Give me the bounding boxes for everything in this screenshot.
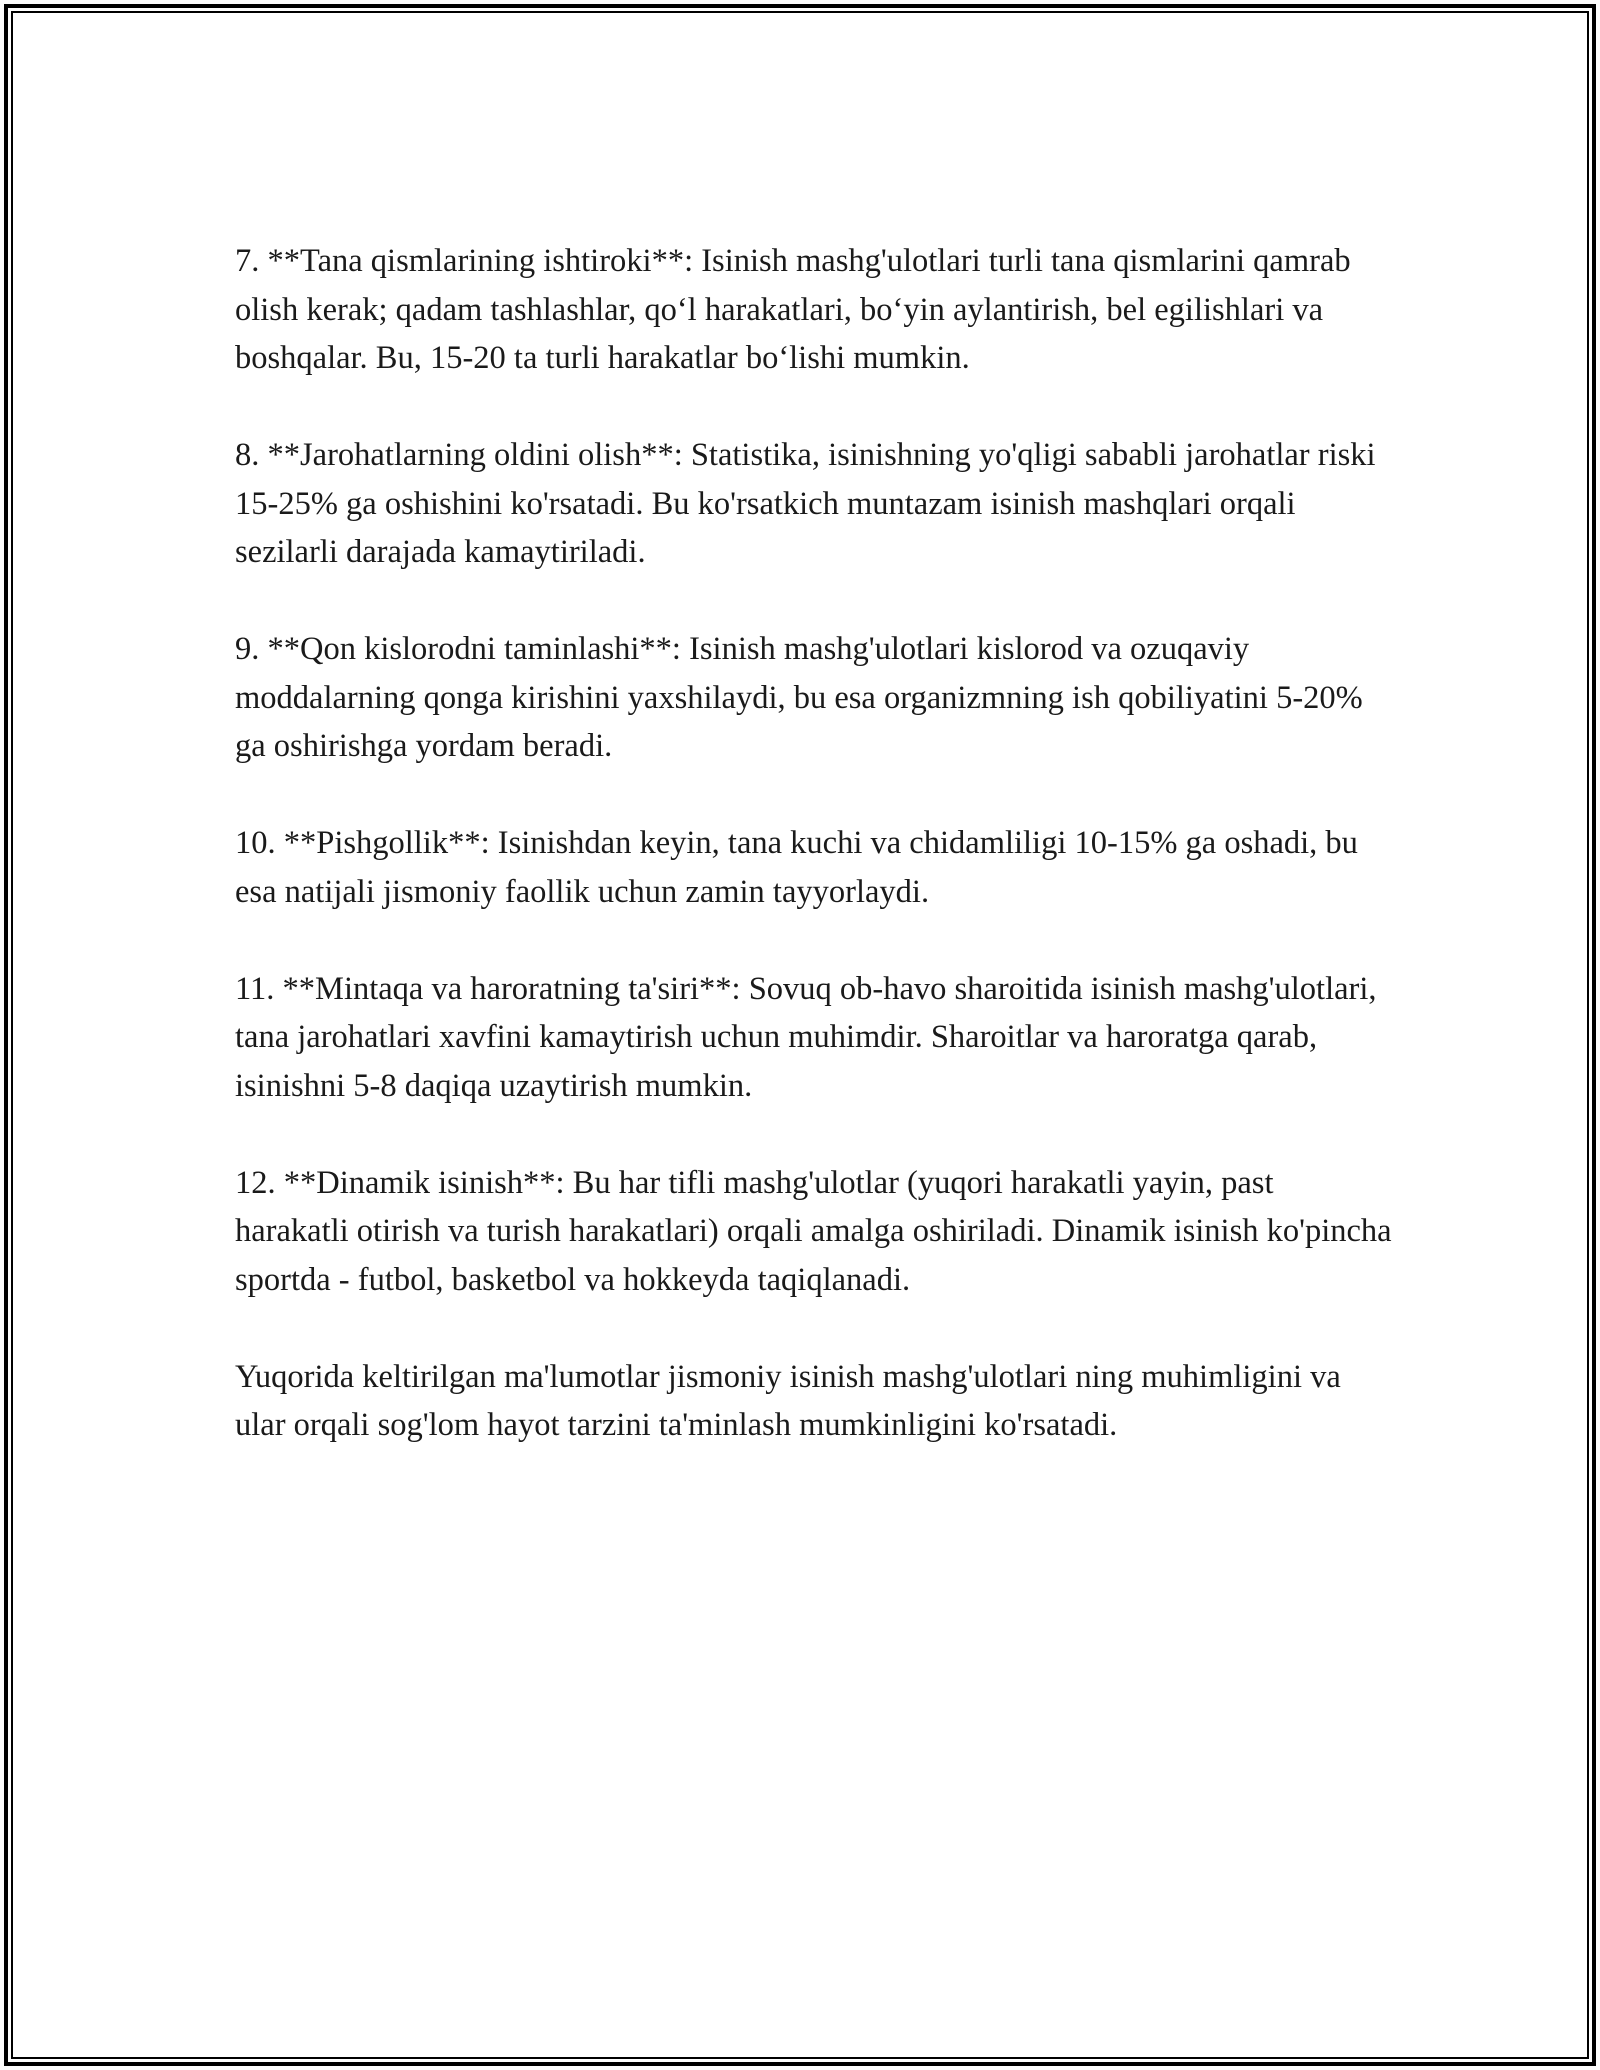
paragraph-7-body-parts: 7. **Tana qismlarining ishtiroki**: Isinish mashg'ulotlari turli tana qismlarini qamrab olish kerak; qadam tashlashlar, qo‘l harakatlari, bo‘yin aylantirish, bel egilishlari va boshqalar. Bu, 15-20 ta turli harakatlar bo‘lishi mumkin. [235, 243, 1351, 376]
document-body [235, 237, 1395, 1450]
paragraph-10-readiness: 10. **Pishgollik**: Isinishdan keyin, tana kuchi va chidamliligi 10-15% ga oshadi, bu esa natijali jismoniy faollik uchun zamin tayyorlaydi. [235, 825, 1358, 910]
paragraph-11-region-temperature: 11. **Mintaqa va haroratning ta'siri**: Sovuq ob-havo sharoitida isinish mashg'ulotlari, tana jarohatlari xavfini kamaytirish uchun muhimdir. Sharoitlar va haroratga qarab, isinishni 5-8 daqiqa uzaytirish mumkin. [235, 970, 1377, 1104]
paragraph-9-blood-oxygen: 9. **Qon kislorodni taminlashi**: Isinish mashg'ulotlari kislorod va ozuqaviy moddalarning qonga kirishini yaxshilaydi, bu esa organizmning ish qobiliyatini 5-20% ga oshirishga yordam beradi. [235, 631, 1363, 764]
paragraph-conclusion: Yuqorida keltirilgan ma'lumotlar jismoniy isinish mashg'ulotlari ning muhimligini va ular orqali sog'lom hayot tarzini ta'minlash mumkinligini ko'rsatadi. [235, 1358, 1341, 1443]
paragraph-8-injury-prevention: 8. **Jarohatlarning oldini olish**: Statistika, isinishning yo'qligi sababli jarohatlar riski 15-25% ga oshishini ko'rsatadi. Bu ko'rsatkich muntazam isinish mashqlari orqali sezilarli darajada kamaytiriladi. [235, 437, 1376, 570]
paragraph-12-dynamic-warmup: 12. **Dinamik isinish**: Bu har tifli mashg'ulotlar (yuqori harakatli yayin, past harakatli otirish va turish harakatlari) orqali amalga oshiriladi. Dinamik isinish ko'pincha sportda - futbol, basketbol va hokkeyda taqiqlanadi. [235, 1164, 1392, 1298]
